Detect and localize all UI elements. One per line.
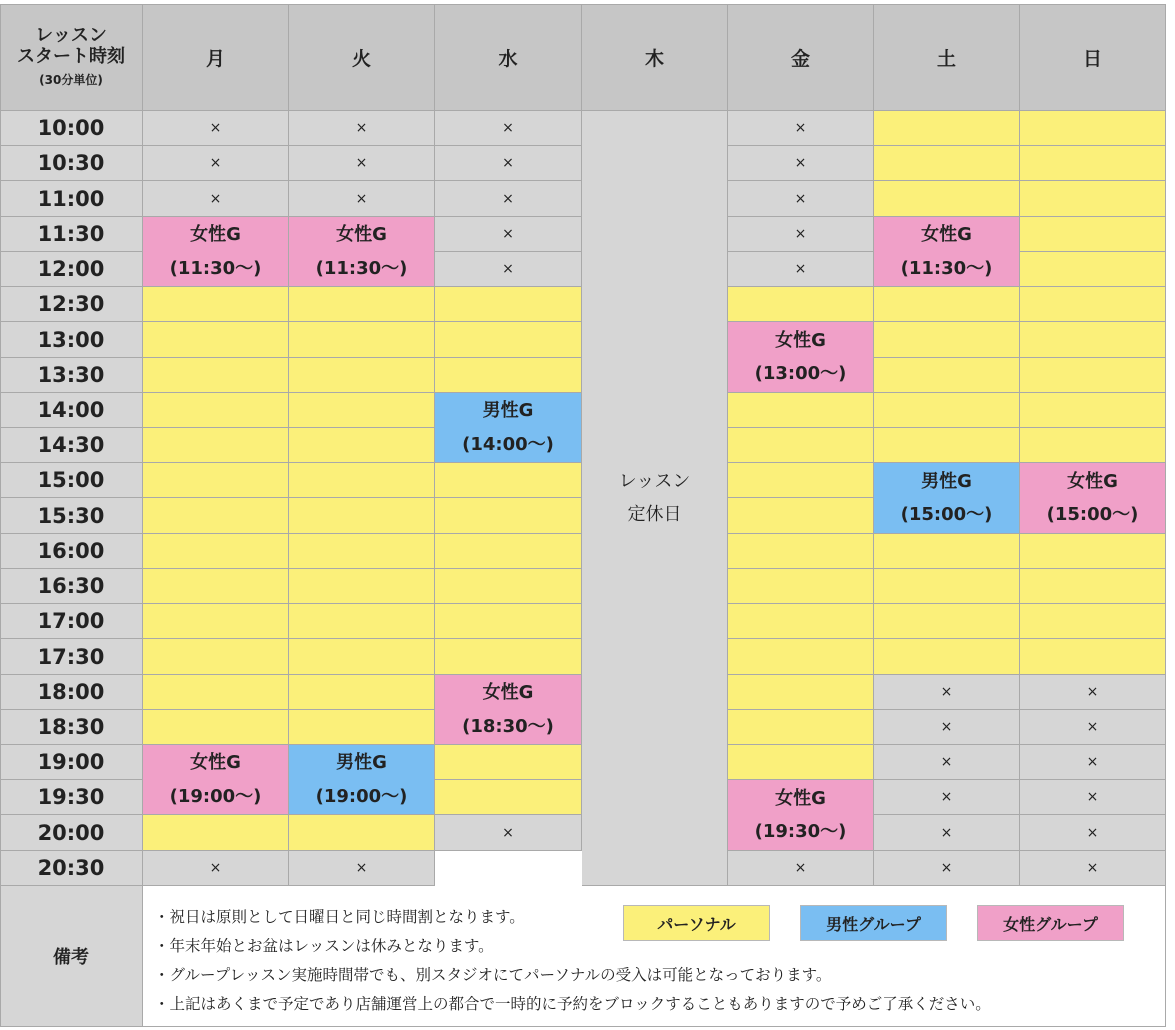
start-time-column-header (0, 4, 143, 111)
personal-slot (143, 675, 289, 710)
day-header-label: 日 (1082, 47, 1102, 70)
thursday-closed-day (582, 111, 728, 886)
personal-slot (435, 498, 582, 534)
time-label: 11:30 (37, 222, 105, 246)
group-lesson-label: 男性G (921, 470, 972, 492)
unavailable-mark: × (355, 190, 368, 207)
personal-slot (874, 287, 1020, 322)
time-slot-label (0, 463, 143, 498)
time-label: 13:30 (37, 363, 105, 387)
personal-slot (874, 639, 1020, 675)
personal-slot (435, 358, 582, 393)
unavailable-mark: × (502, 155, 514, 171)
time-label: 19:30 (37, 785, 105, 809)
group-lesson-label: 女性G (775, 787, 826, 809)
unavailable-slot (143, 146, 289, 181)
legend-personal (623, 905, 770, 941)
time-label: 19:00 (37, 750, 105, 774)
personal-slot (143, 639, 289, 675)
unavailable-mark: × (794, 120, 807, 136)
women-group-lesson (143, 745, 289, 815)
unavailable-slot (728, 851, 874, 886)
group-lesson-label: 女性G (190, 752, 241, 774)
unavailable-slot (728, 217, 874, 252)
unavailable-mark: × (1086, 684, 1099, 700)
unavailable-slot (728, 181, 874, 217)
personal-slot (289, 498, 435, 534)
unavailable-mark: × (355, 120, 368, 136)
unavailable-slot (143, 111, 289, 146)
personal-slot (1020, 252, 1166, 287)
personal-slot (1020, 428, 1166, 463)
personal-slot (143, 710, 289, 745)
personal-slot (1020, 358, 1166, 393)
time-label: 20:30 (37, 856, 105, 880)
corner-line-3: (30分単位) (39, 72, 103, 87)
time-slot-label (0, 252, 143, 287)
group-lesson-label: 女性G (775, 329, 826, 351)
unavailable-mark: × (1086, 719, 1099, 735)
personal-slot (143, 287, 289, 322)
group-lesson-label: 女性G (921, 224, 972, 246)
personal-slot (1020, 181, 1166, 217)
unavailable-slot (143, 181, 289, 217)
unavailable-slot (874, 851, 1020, 886)
time-slot-label (0, 498, 143, 534)
personal-slot (289, 675, 435, 710)
group-lesson-label: 女性G (482, 682, 534, 704)
time-slot-label (0, 710, 143, 745)
time-slot-label (0, 428, 143, 463)
women-group-lesson (435, 675, 582, 745)
time-slot-label (0, 851, 143, 886)
time-slot-label (0, 393, 143, 428)
unavailable-slot (143, 851, 289, 886)
corner-line-2: スタート時刻 (17, 46, 125, 68)
time-label: 17:00 (37, 609, 105, 633)
personal-slot (874, 146, 1020, 181)
unavailable-slot (874, 675, 1020, 710)
personal-slot (143, 534, 289, 569)
personal-slot (289, 358, 435, 393)
personal-slot (1020, 604, 1166, 639)
women-group-lesson (874, 217, 1020, 287)
unavailable-mark: × (502, 261, 514, 277)
time-label: 18:30 (37, 715, 105, 739)
time-label: 16:30 (37, 574, 105, 598)
time-slot-label (0, 181, 143, 217)
time-slot-label (0, 111, 143, 146)
group-lesson-label: 男性G (336, 752, 387, 774)
unavailable-slot (874, 745, 1020, 780)
personal-slot (874, 322, 1020, 358)
group-lesson-start-time: (11:30〜) (315, 257, 408, 279)
personal-slot (1020, 534, 1166, 569)
men-group-lesson (874, 463, 1020, 534)
legend-men-group-label: 男性グループ (826, 914, 921, 934)
personal-slot (435, 534, 582, 569)
unavailable-slot (874, 815, 1020, 851)
time-slot-label (0, 358, 143, 393)
personal-slot (728, 639, 874, 675)
personal-slot (1020, 569, 1166, 604)
note-line: ・グループレッスン実施時間帯でも、別スタジオにてパーソナルの受入は可能となっております。 (154, 966, 832, 984)
personal-slot (289, 639, 435, 675)
unavailable-mark: × (794, 190, 807, 207)
time-slot-label (0, 780, 143, 815)
personal-slot (435, 604, 582, 639)
unavailable-slot (1020, 675, 1166, 710)
time-label: 17:30 (37, 644, 105, 669)
group-lesson-label: 女性G (336, 224, 387, 246)
unavailable-slot (435, 181, 582, 217)
unavailable-slot (289, 111, 435, 146)
day-header-label: 火 (351, 47, 371, 70)
unavailable-mark: × (209, 860, 222, 876)
unavailable-mark: × (794, 155, 807, 171)
personal-slot (728, 710, 874, 745)
time-label: 12:00 (37, 257, 105, 281)
personal-slot (289, 815, 435, 851)
unavailable-mark: × (940, 754, 953, 770)
personal-slot (143, 393, 289, 428)
personal-slot (143, 463, 289, 498)
closed-label-line-2: 定休日 (627, 504, 682, 525)
unavailable-mark: × (794, 226, 807, 242)
personal-slot (1020, 393, 1166, 428)
personal-slot (1020, 146, 1166, 181)
unavailable-slot (1020, 745, 1166, 780)
unavailable-mark: × (502, 824, 514, 841)
personal-slot (728, 604, 874, 639)
personal-slot (143, 604, 289, 639)
personal-slot (1020, 111, 1166, 146)
unavailable-mark: × (1086, 860, 1099, 876)
unavailable-slot (1020, 780, 1166, 815)
women-group-lesson (143, 217, 289, 287)
unavailable-mark: × (209, 155, 222, 171)
personal-slot (1020, 639, 1166, 675)
unavailable-slot (874, 780, 1020, 815)
group-lesson-start-time: (18:30〜) (462, 715, 554, 737)
group-lesson-start-time: (13:00〜) (754, 363, 847, 384)
unavailable-slot (728, 146, 874, 181)
personal-slot (435, 287, 582, 322)
time-label: 14:00 (37, 398, 105, 422)
personal-slot (435, 639, 582, 675)
note-line: ・祝日は原則として日曜日と同じ時間割となります。 (154, 908, 525, 926)
unavailable-slot (289, 181, 435, 217)
time-slot-label (0, 815, 143, 851)
note-line: ・年末年始とお盆はレッスンは休みとなります。 (154, 937, 494, 955)
unavailable-slot (435, 815, 582, 851)
time-label: 11:00 (37, 186, 105, 211)
unavailable-mark: × (940, 824, 953, 841)
day-header-label: 木 (644, 47, 664, 70)
legend-women-group-label: 女性グループ (1003, 914, 1098, 934)
time-slot-label (0, 745, 143, 780)
personal-slot (874, 428, 1020, 463)
women-group-lesson (728, 322, 874, 393)
personal-slot (1020, 217, 1166, 252)
time-label: 15:30 (37, 503, 105, 528)
day-header-wed (435, 4, 582, 111)
notes-header (0, 886, 143, 1027)
time-slot-label (0, 146, 143, 181)
personal-slot (874, 569, 1020, 604)
group-lesson-start-time: (19:00〜) (315, 785, 408, 807)
personal-slot (435, 569, 582, 604)
personal-slot (143, 498, 289, 534)
day-header-sun (1020, 4, 1166, 111)
time-label: 15:00 (37, 468, 105, 492)
personal-slot (728, 534, 874, 569)
day-header-sat (874, 4, 1020, 111)
unavailable-slot (1020, 710, 1166, 745)
unavailable-mark: × (209, 190, 222, 207)
personal-slot (435, 745, 582, 780)
time-label: 13:00 (37, 327, 105, 352)
personal-slot (728, 569, 874, 604)
men-group-lesson (435, 393, 582, 463)
women-group-lesson (1020, 463, 1166, 534)
personal-slot (728, 463, 874, 498)
unavailable-mark: × (502, 190, 514, 207)
day-header-fri (728, 4, 874, 111)
personal-slot (143, 428, 289, 463)
time-label: 14:30 (37, 433, 105, 457)
personal-slot (728, 745, 874, 780)
personal-slot (728, 393, 874, 428)
unavailable-mark: × (794, 860, 807, 876)
unavailable-slot (1020, 815, 1166, 851)
personal-slot (289, 569, 435, 604)
personal-slot (289, 428, 435, 463)
time-label: 10:00 (37, 116, 105, 140)
group-lesson-label: 女性G (190, 224, 241, 246)
day-header-label: 水 (498, 47, 518, 70)
day-header-label: 土 (936, 47, 956, 70)
time-label: 18:00 (37, 680, 105, 704)
group-lesson-start-time: (11:30〜) (169, 257, 262, 279)
notes-label: 備考 (53, 947, 89, 968)
unavailable-slot (435, 111, 582, 146)
unavailable-mark: × (355, 860, 368, 876)
unavailable-mark: × (1086, 754, 1099, 770)
day-header-tue (289, 4, 435, 111)
personal-slot (728, 287, 874, 322)
personal-slot (143, 358, 289, 393)
men-group-lesson (289, 745, 435, 815)
personal-slot (874, 181, 1020, 217)
time-slot-label (0, 217, 143, 252)
personal-slot (1020, 322, 1166, 358)
personal-slot (728, 675, 874, 710)
unavailable-mark: × (940, 789, 953, 805)
personal-slot (289, 287, 435, 322)
time-label: 20:00 (37, 820, 105, 845)
group-lesson-start-time: (14:00〜) (462, 433, 554, 455)
day-header-thu (582, 4, 728, 111)
unavailable-mark: × (1086, 789, 1099, 805)
unavailable-slot (874, 710, 1020, 745)
closed-label-line-1: レッスン (618, 470, 691, 492)
day-header-mon (143, 4, 289, 111)
note-line: ・上記はあくまで予定であり店舗運営上の都合で一時的に予約をブロックすることもありますので予めご了承ください。 (154, 995, 991, 1013)
group-lesson-start-time: (15:00〜) (900, 504, 993, 525)
group-lesson-label: 男性G (482, 400, 534, 422)
unavailable-slot (728, 252, 874, 287)
personal-slot (289, 393, 435, 428)
personal-slot (874, 534, 1020, 569)
time-slot-label (0, 287, 143, 322)
group-lesson-start-time: (15:00〜) (1046, 504, 1139, 525)
group-lesson-start-time: (11:30〜) (900, 257, 993, 279)
group-lesson-label: 女性G (1067, 470, 1118, 492)
personal-slot (289, 710, 435, 745)
legend-men-group (800, 905, 947, 941)
personal-slot (1020, 287, 1166, 322)
personal-slot (435, 463, 582, 498)
time-slot-label (0, 675, 143, 710)
day-header-label: 月 (205, 47, 225, 70)
unavailable-mark: × (940, 684, 953, 700)
unavailable-mark: × (940, 719, 953, 735)
legend-women-group (977, 905, 1124, 941)
personal-slot (435, 322, 582, 358)
personal-slot (874, 393, 1020, 428)
time-label: 12:30 (37, 292, 105, 316)
time-slot-label (0, 639, 143, 675)
unavailable-slot (435, 146, 582, 181)
personal-slot (435, 780, 582, 815)
personal-slot (289, 534, 435, 569)
unavailable-slot (1020, 851, 1166, 886)
personal-slot (289, 322, 435, 358)
personal-slot (143, 815, 289, 851)
personal-slot (289, 463, 435, 498)
unavailable-slot (289, 851, 435, 886)
unavailable-mark: × (209, 120, 222, 136)
personal-slot (143, 569, 289, 604)
unavailable-slot (728, 111, 874, 146)
unavailable-mark: × (502, 120, 514, 136)
time-slot-label (0, 569, 143, 604)
unavailable-mark: × (794, 261, 807, 277)
personal-slot (728, 428, 874, 463)
group-lesson-start-time: (19:00〜) (169, 785, 262, 807)
time-slot-label (0, 604, 143, 639)
unavailable-slot (435, 217, 582, 252)
personal-slot (874, 358, 1020, 393)
personal-slot (874, 604, 1020, 639)
time-label: 16:00 (37, 539, 105, 563)
unavailable-mark: × (355, 155, 368, 171)
group-lesson-start-time: (19:30〜) (754, 821, 847, 842)
unavailable-slot (435, 252, 582, 287)
personal-slot (874, 111, 1020, 146)
personal-slot (728, 498, 874, 534)
corner-line-1: レッスン (35, 25, 107, 47)
women-group-lesson (728, 780, 874, 851)
unavailable-slot (289, 146, 435, 181)
day-header-label: 金 (790, 47, 810, 70)
unavailable-mark: × (1086, 824, 1099, 841)
time-slot-label (0, 322, 143, 358)
women-group-lesson (289, 217, 435, 287)
time-slot-label (0, 534, 143, 569)
legend-personal-label: パーソナル (657, 914, 736, 934)
unavailable-mark: × (502, 226, 514, 242)
time-label: 10:30 (37, 151, 105, 175)
personal-slot (143, 322, 289, 358)
personal-slot (289, 604, 435, 639)
unavailable-mark: × (940, 860, 953, 876)
